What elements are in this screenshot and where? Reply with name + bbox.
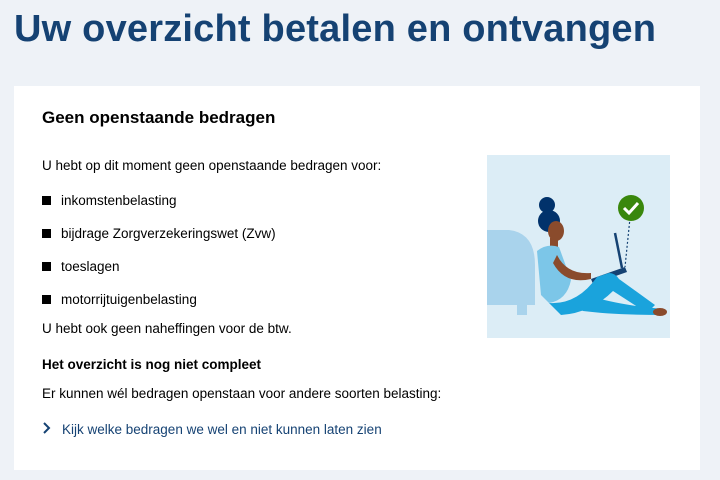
- square-bullet-icon: [42, 196, 51, 205]
- list-item: [42, 289, 276, 309]
- list-item-label: toeslagen: [61, 258, 120, 274]
- amounts-info-link[interactable]: [42, 422, 382, 437]
- person-with-laptop-illustration: [487, 155, 670, 338]
- status-card: [14, 86, 700, 470]
- list-item-label: motorrijtuigenbelasting: [61, 291, 197, 307]
- list-item-label: inkomstenbelasting: [61, 192, 177, 208]
- tax-list: [42, 190, 276, 322]
- square-bullet-icon: [42, 295, 51, 304]
- incomplete-heading: Het overzicht is nog niet compleet: [42, 357, 262, 372]
- list-item: [42, 190, 276, 210]
- square-bullet-icon: [42, 229, 51, 238]
- intro-text: U hebt op dit moment geen openstaande bedragen voor:: [42, 158, 382, 173]
- card-heading: Geen openstaande bedragen: [42, 108, 276, 127]
- square-bullet-icon: [42, 262, 51, 271]
- list-item: [42, 256, 276, 276]
- list-item-label: bijdrage Zorgverzekeringswet (Zvw): [61, 225, 276, 241]
- btw-note: U hebt ook geen naheffingen voor de btw.: [42, 321, 292, 336]
- list-item: [42, 223, 276, 243]
- chevron-right-icon: [42, 422, 56, 437]
- amounts-info-link-label: Kijk welke bedragen we wel en niet kunnen laten zien: [62, 422, 382, 437]
- page-title: Uw overzicht betalen en ontvangen: [14, 8, 657, 50]
- incomplete-text: Er kunnen wél bedragen openstaan voor andere soorten belasting:: [42, 386, 442, 401]
